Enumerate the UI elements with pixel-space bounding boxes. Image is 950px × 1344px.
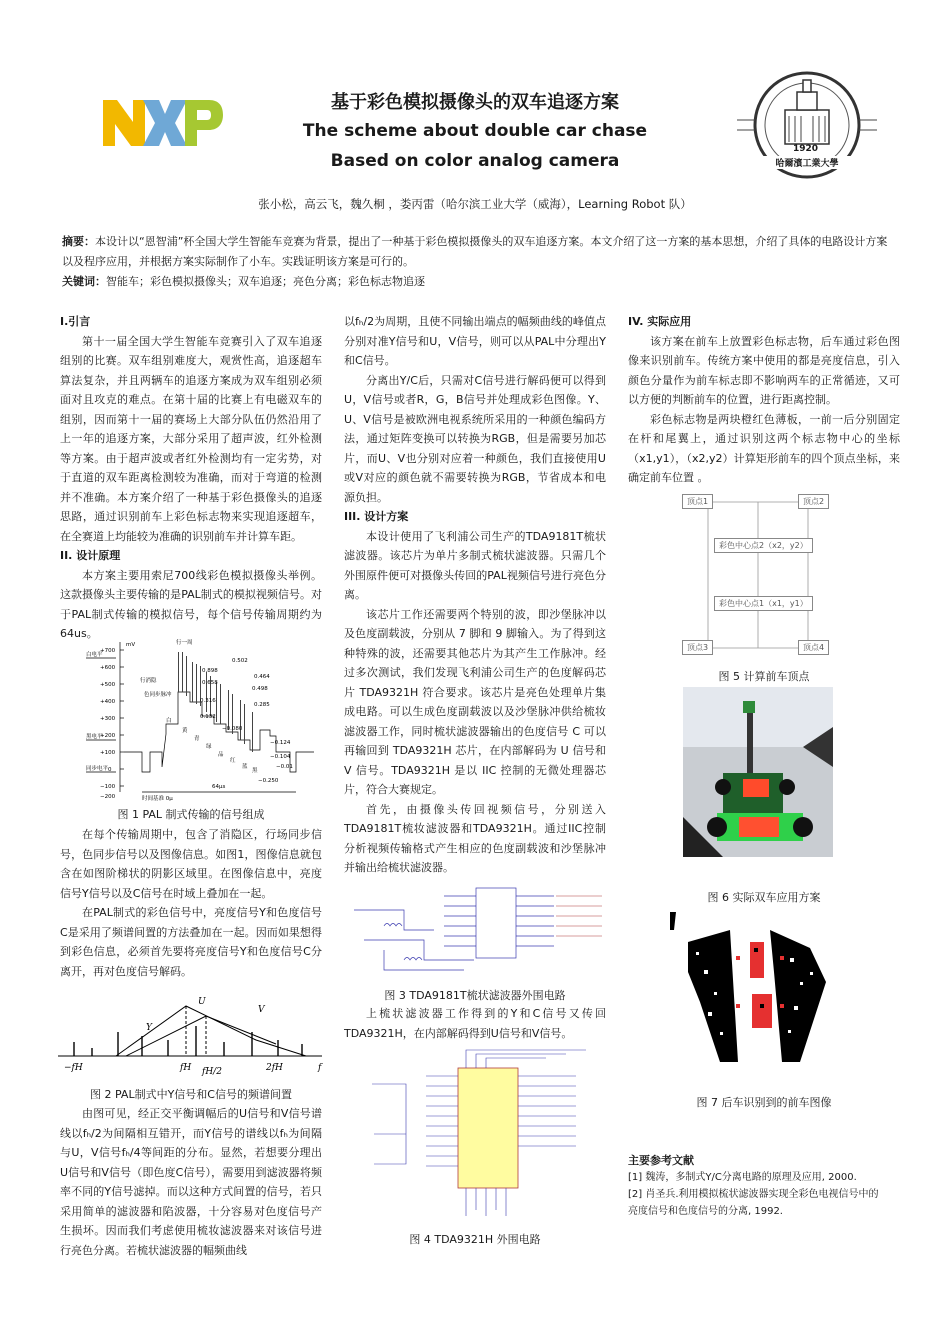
fig1-tick-2: +500 (100, 682, 116, 688)
fig1-value-10: −0.124 (270, 740, 291, 746)
section-heading-principle: II. 设计原理 (60, 549, 121, 562)
fig1-value-12: −0.01 (276, 764, 293, 770)
figure-4-tda9321-circuit (366, 1044, 590, 1226)
fig2-label-u: U (198, 997, 206, 1007)
fig1-color-red: 红 (230, 758, 236, 764)
section-heading-application: IV. 实际应用 (628, 315, 692, 328)
title-cn: 基于彩色模拟摄像头的双车追逐方案 (331, 92, 619, 113)
fig1-label-black: 黑电平 (86, 734, 103, 740)
figure-2-spectrum (56, 996, 328, 1078)
fig2-label-y: Y (146, 1023, 152, 1033)
figure-5-caption: 图 5 计算前车顶点 (718, 670, 810, 683)
fig1-color-cyan: 青 (194, 736, 200, 742)
reference-1: [1] 魏涛，多制式Y/C分离电路的原理及应用, 2000. (628, 1172, 857, 1183)
yuv-paragraph: 分离出Y/C后，只需对C信号进行解码便可以得到U，V信号或者R，G，B信号并处理成彩色图像。Y、U、V信号是被欧洲电视系统所采用的一种颜色编码方法，通过矩阵变换可以转换为RGB，但是需要另加芯片，而U、V也分别对应着一种颜色，我们直接使用U或V对应的颜色就不需要转换为RGB，节省成本和电源负担。 (344, 373, 606, 504)
fig1-color-green: 绿 (206, 744, 212, 750)
fig1-label-white: 白电平 (86, 652, 103, 658)
figure-3-caption: 图 3 TDA9181T梳状滤波器外围电路 (384, 989, 566, 1002)
fig1-color-yellow: 黄 (182, 728, 188, 734)
signal-flow-paragraph: 首先，由摄像头传回视频信号，分别送入TDA9181T梳妆滤波器和TDA9321H。通过IIC控制分析视频传输格式产生相应的色度副载波和沙堡脉冲并输出给梳状滤波器。 (344, 802, 606, 874)
principle-paragraph: 本方案主要用索尼700线彩色模拟摄像头举例。这款摄像头主要传输的是PAL制式的模拟视频信号。对于PAL制式传输的模拟信号，每个信号传输周期约为64us。 (60, 568, 322, 640)
fig2-label-fh-half: fH/2 (202, 1067, 222, 1077)
hit-university-logo (733, 70, 881, 180)
fig1-tick-4: +300 (100, 716, 116, 722)
keywords-label: 关键词： (62, 275, 106, 288)
fig1-label-sync: 同步电平 (86, 766, 109, 772)
title-en-line2: Based on color analog camera (330, 151, 620, 171)
fig1-value-5: 0.498 (252, 686, 268, 692)
title-en-line1: The scheme about double car chase (302, 121, 648, 141)
keywords-text: 智能车；彩色模拟摄像头；双车追逐；亮色分离；彩色标志物追逐 (106, 275, 425, 288)
figure-5-vertex-diagram (678, 490, 834, 660)
signal-components-paragraph: 在每个传输周期中，包含了消隐区，行场同步信号，色同步信号以及图像信息。如图1，图像信息就包含在如图阶梯状的阴影区域里。在图像信息中，亮度信号Y信号以及C信号在时域上叠加在一起。 (60, 828, 322, 900)
abstract-text: 本设计以“恩智浦”杯全国大学生智能车竞赛为背景，提出了一种基于彩色模拟摄像头的双车追逐方案。本文介绍了这一方案的基本思想，介绍了具体的电路设计方案以及程序应用，并根据方案实际制作了小车。实践证明该方案是可行的。 (62, 235, 888, 268)
application-paragraph: 该方案在前车上放置彩色标志物，后车通过彩色图像来识别前车。传统方案中使用的都是亮度信息，引入颜色分量作为前车标志即不影响两车的正常循迹，又可以方便的判断前车的位置，进行距离控制。 (628, 334, 900, 406)
fig1-label-64us: 64μs (212, 784, 226, 790)
column-3 (628, 312, 900, 488)
abstract-label: 摘要： (62, 235, 95, 248)
fig1-value-8: −0.080 (222, 726, 243, 732)
fig1-tick-1: +600 (100, 665, 116, 671)
tda9321-paragraph: 该芯片工作还需要两个特别的波，即沙堡脉冲以及色度副载波，分别从 7 脚和 9 脚输入。为了得到这种特殊的波，还需要其他芯片为其产生工作脉冲。经过多次测试，我们发现飞利浦公司生产的色度解码芯片 TDA9321H 符合要求。该芯片是亮色处理单片集成电路。可以生成色度副载波以及沙堡脉冲供给梳妆滤波器工作，同时梳状滤波器输出的色度信号 C 可以再输回到 TDA9321H 芯片，在内部解码为 U 信号和 V 信号。TDA9321H 是以 IIC 控制的无微处理器芯片，符合大赛规定。 (344, 607, 606, 796)
section-heading-intro: I.引言 (60, 315, 91, 328)
fig1-value-11: −0.104 (270, 754, 291, 760)
fig1-label-line: 行一周 (176, 640, 193, 646)
authors: 张小松，高云飞，魏久桐 ，娄丙雷（哈尔滨工业大学（威海），Learning Robot 队） (258, 197, 692, 211)
fig1-tick-3: +400 (100, 699, 116, 705)
reference-2: [2] 肖圣兵.利用模拟梳状滤波器实现全彩色电视信号中的亮度信号和色度信号的分离, 1992. (628, 1189, 879, 1217)
section-heading-design: III. 设计方案 (344, 510, 409, 523)
column-1-mid (60, 825, 322, 981)
fig2-label-v: V (258, 1005, 265, 1015)
figure-7-caption: 图 7 后车识别到的前车图像 (696, 1096, 832, 1109)
figure-7-recognition-image (670, 912, 850, 1077)
fig1-color-magenta: 品 (218, 752, 224, 758)
fig1-value-6: 0.132 (200, 714, 216, 720)
figure-1-pal-signal (82, 632, 322, 802)
vertex-1-label: 顶点1 (682, 494, 713, 509)
fig1-tick-5: +200 (100, 733, 116, 739)
fig2-label-f: f (318, 1063, 322, 1073)
marker-paragraph: 彩色标志物是两块橙红色薄板，一前一后分别固定在杆和尾翼上，通过识别这两个标志物中心的坐标（x1,y1），（x2,y2）计算矩形前车的四个顶点坐标，来确定前车位置 。 (628, 412, 900, 484)
fig1-value-4: 0.316 (200, 698, 216, 704)
figure-6-car-photo (683, 687, 833, 857)
tda9181-paragraph: 本设计使用了飞利浦公司生产的TDA9181T梳状滤波器。该芯片为单片多制式梳状滤波器。只需几个外围原件便可对摄像头传回的PAL视频信号进行亮色分离。 (344, 529, 606, 601)
pal-color-paragraph: 在PAL制式的彩色信号中，亮度信号Y和色度信号C是采用了频谱间置的方法叠加在一起。因而如果想得到彩色信息，必须首先要将亮度信号Y和色度信号C分离开，再对色度信号解码。 (60, 906, 322, 978)
references-heading: 主要参考文献 (628, 1154, 694, 1167)
fig2-label-fh: fH (180, 1063, 192, 1073)
column-1 (60, 312, 322, 644)
column-2-bottom (344, 1004, 606, 1043)
fig1-color-black: 黑 (252, 768, 258, 774)
vertex-2-label: 顶点2 (798, 494, 829, 509)
fig1-label-time: 时间基准 0μ (142, 796, 173, 802)
color-center-1-label: 彩色中心点1（x1，y1） (714, 596, 813, 611)
vertex-3-label: 顶点3 (682, 640, 713, 655)
fig1-color-blue: 蓝 (242, 764, 248, 770)
fig2-label-2fh: 2fH (266, 1063, 283, 1073)
figure-2-caption: 图 2 PAL制式中Y信号和C信号的频谱间置 (90, 1088, 292, 1101)
fig1-tick-8: −100 (100, 784, 116, 790)
abstract (62, 232, 892, 292)
fig1-value-7: 0.285 (254, 702, 270, 708)
fig2-label-neg-fh: −fH (64, 1063, 83, 1073)
fig1-value-2: 0.464 (254, 674, 270, 680)
fig1-tick-7: 0 (108, 767, 112, 773)
logo-name: 哈爾濱工業大學 (761, 156, 853, 169)
figure-6-caption: 图 6 实际双车应用方案 (707, 891, 821, 904)
figure-3-tda9181-circuit (344, 880, 606, 984)
fig1-tick-0: +700 (100, 648, 116, 654)
fig1-value-0: 0.502 (232, 658, 248, 664)
figure-4-caption: 图 4 TDA9321H 外围电路 (409, 1233, 541, 1246)
fig1-label-blank: 行消隐 (140, 678, 157, 684)
fig1-value-9: −0.250 (258, 778, 279, 784)
spectrum-paragraph: 由图可见，经正交平衡调幅后的U信号和V信号谱线以fₕ/2为间隔相互错开，而Y信号的谱线以fₕ为间隔与U，V信号fₕ/4等间距的分布。显然，若想要分理出U信号和V信号（即色度C信号），需要用到滤波器将频率不同的Y信号滤掉。而以这种方式间置的信号，若只采用简单的滤波器和陷波器，十分容易对色度信号产生损坏。因而我们考虑使用梳妆滤波器来对该信号进行亮色分离。若梳状滤波器的幅频曲线 (60, 1107, 322, 1257)
logo-year: 1920 (793, 144, 819, 154)
vertex-4-label: 顶点4 (798, 640, 829, 655)
fig1-tick-9: −200 (100, 794, 116, 800)
column-2 (344, 312, 606, 878)
fig1-color-white: 白 (166, 718, 172, 724)
intro-paragraph: 第十一届全国大学生智能车竞赛引入了双车追逐组别的比赛。双车组别难度大，观赏性高，追逐超车算法复杂，并且两辆车的追逐方案成为双车组别必须面对且攻克的难点。在第十届的比赛上有电磁双车的组别，因而第十一届的赛场上大部分队伍仍然沿用了上一年的追逐方案，大部分采用了超声波，红外检测等方案。由于超声波或者红外检测均有一定劣势，对于直道的双车距离检测较为准确，而对于弯道的检测并不准确。本方案介绍了一种基于彩色摄像头的追逐思路，通过识别前车上彩色标志物来实现追逐超车，在全赛道上均能较为准确的识别前车并计算车距。 (60, 334, 322, 543)
fig1-label-burst: 色同步脉冲 (144, 692, 172, 698)
nxp-logo (103, 100, 223, 146)
yc-return-paragraph: 上梳状滤波器工作得到的Y和C信号又传回TDA9321H，在内部解码得到U信号和V信号。 (344, 1007, 606, 1040)
column-1-bottom (60, 1104, 322, 1260)
comb-filter-continued: 以fₕ/2为周期，且使不同输出端点的幅频曲线的峰值点分别对准Y信号和U，V信号，则可以从PAL中分理出Y和C信号。 (344, 315, 606, 367)
fig1-tick-6: +100 (100, 750, 116, 756)
fig1-unit: mV (126, 642, 136, 648)
figure-1-caption: 图 1 PAL 制式传输的信号组成 (117, 808, 265, 821)
color-center-2-label: 彩色中心点2（x2，y2） (714, 538, 813, 553)
fig1-value-1: 0.898 (202, 668, 218, 674)
fig1-value-3: 0.658 (202, 680, 218, 686)
